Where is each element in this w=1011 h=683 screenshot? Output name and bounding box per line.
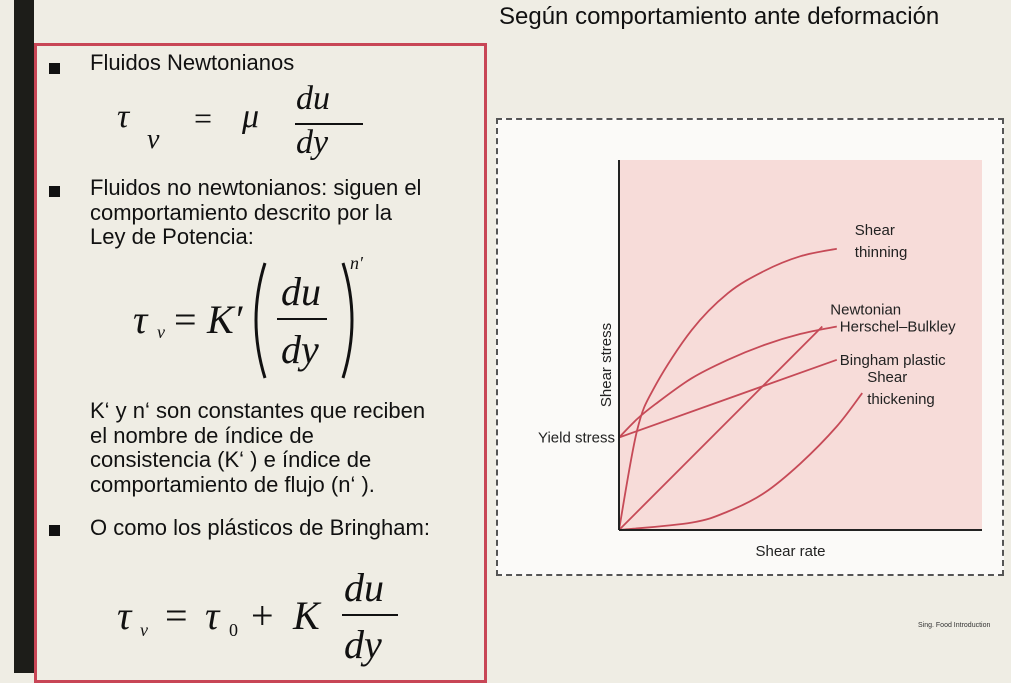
text-line: Ley de Potencia:	[90, 224, 254, 249]
footnote: Sing. Food Introduction	[918, 622, 991, 629]
x-axis-label: Shear rate	[755, 543, 826, 560]
eq1-sub: v	[147, 124, 160, 155]
text-line: consistencia (K‘ ) e índice de	[90, 447, 372, 472]
text-line: el nombre de índice de	[90, 422, 314, 448]
eq1-equals: =	[194, 100, 213, 136]
eq3-plus: +	[251, 593, 274, 638]
y-axis-label: Shear stress	[598, 322, 615, 408]
eq3-den: dy	[344, 622, 382, 667]
slide-title: Según comportamiento ante deformación	[499, 3, 940, 30]
eq3-k: K	[293, 593, 320, 638]
eq2-num: du	[281, 269, 321, 314]
text-line: Fluidos no newtonianos: siguen el	[90, 175, 422, 200]
eq3-sub: v	[140, 620, 148, 640]
eq1-num: du	[296, 80, 330, 117]
eq1-mu: μ	[242, 98, 260, 135]
legend-label-shear-thickening: Shear thickening	[867, 369, 935, 409]
eq3-tau0: τ	[205, 593, 220, 638]
eq3-tau0-sub: 0	[229, 620, 238, 640]
text-line: comportamiento descrito por la	[90, 199, 393, 225]
annotation-yield-stress: Yield stress	[538, 429, 615, 447]
text-line: K‘ y n‘ son constantes que reciben	[90, 398, 426, 423]
eq3-tau: τ	[117, 593, 132, 638]
eq2-tau: τ	[133, 297, 148, 342]
bullet-icon	[49, 63, 60, 74]
eq2-sub: v	[157, 322, 165, 342]
bullet-bingham: O como los plásticos de Bringham:	[90, 515, 430, 540]
eq2-fraction-bar	[277, 318, 327, 320]
bullet-icon	[49, 525, 60, 536]
constants-note	[90, 399, 425, 497]
bullet-icon	[49, 186, 60, 197]
legend-label-herschel-bulkley: Herschel–Bulkley	[839, 318, 956, 336]
eq3-fraction-bar	[342, 614, 398, 616]
legend-label-newtonian: Newtonian	[830, 301, 902, 319]
rheology-chart	[498, 120, 1002, 574]
text-line: comportamiento de flujo (n‘ ).	[90, 471, 375, 497]
eq3-num: du	[344, 565, 384, 610]
legend-label-shear-thinning: Shear thinning	[854, 221, 908, 261]
rheology-chart-frame	[496, 118, 1004, 576]
eq1-den: dy	[296, 124, 329, 161]
eq2-exponent: n′	[350, 253, 363, 273]
eq2-den: dy	[281, 327, 319, 372]
eq2-k: K′	[207, 297, 243, 342]
eq1-tau: τ	[117, 98, 130, 135]
eq3-equals: =	[165, 593, 188, 638]
bullet-non-newtonian	[90, 176, 421, 250]
slide-side-bar	[14, 0, 34, 673]
eq2-equals: =	[174, 297, 197, 342]
bullet-newtonian: Fluidos Newtonianos	[90, 50, 295, 75]
legend-label-bingham-plastic: Bingham plastic	[839, 351, 946, 369]
definitions-panel	[34, 43, 487, 683]
